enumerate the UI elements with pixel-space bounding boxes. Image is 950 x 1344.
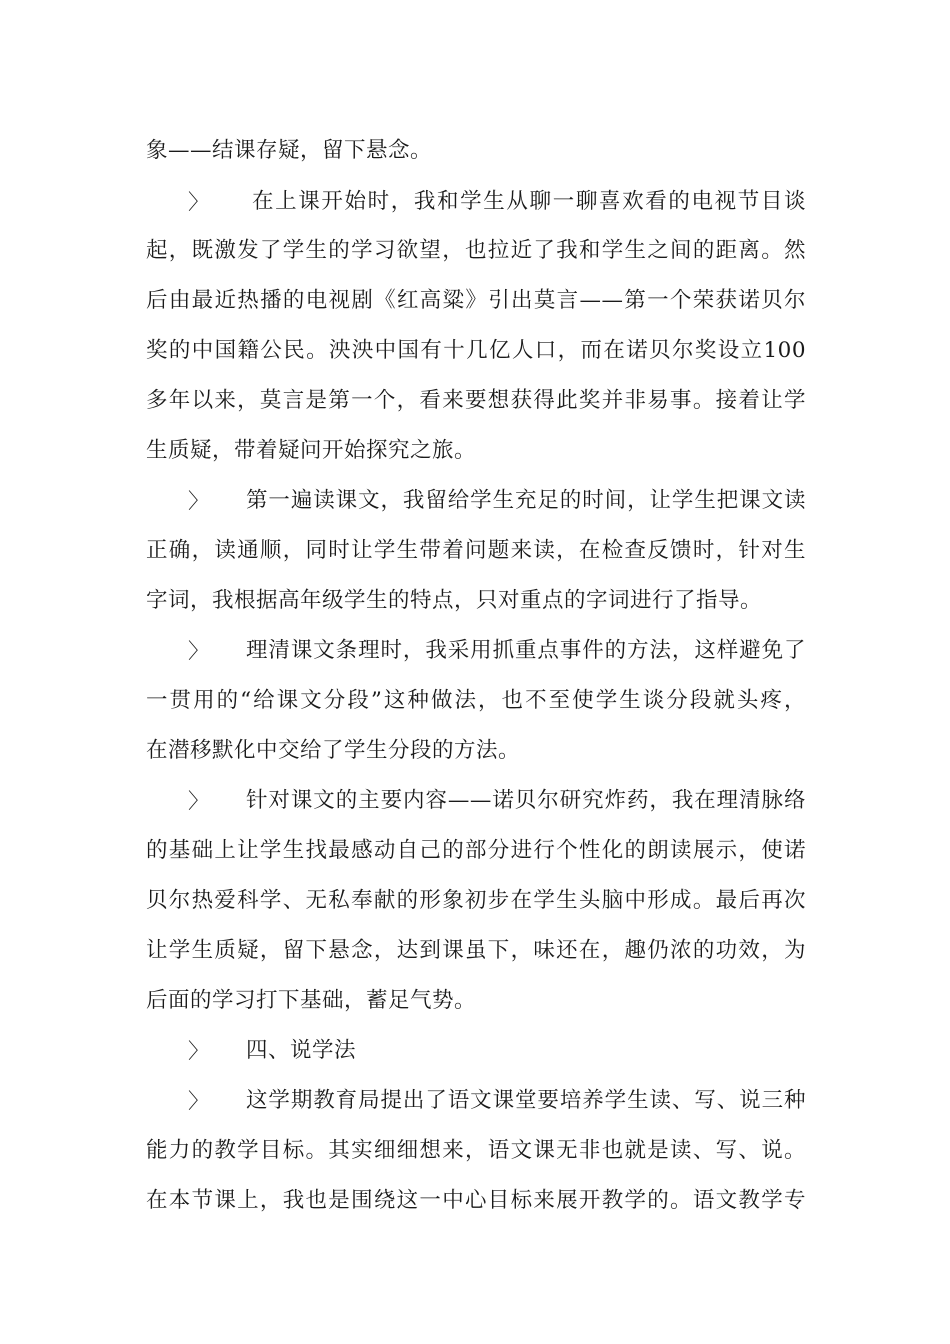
bullet-arrow-icon: 〉 (188, 789, 209, 813)
text-line: 象——结课存疑，留下悬念。 (146, 138, 433, 163)
text-line: 在潜移默化中交给了学生分段的方法。 (146, 738, 521, 763)
text-line: 的基础上让学生找最感动自己的部分进行个性化的朗读展示，使诺 (146, 838, 806, 863)
text-line: 第一遍读课文，我留给学生充足的时间，让学生把课文读 (246, 488, 806, 513)
text-line: 起，既激发了学生的学习欲望，也拉近了我和学生之间的距离。然 (146, 238, 806, 263)
bullet-arrow-icon: 〉 (188, 489, 209, 513)
text-line: 在本节课上，我也是围绕这一中心目标来展开教学的。语文教学专 (146, 1188, 806, 1213)
text-line: 能力的教学目标。其实细细想来，语文课无非也就是读、写、说。 (146, 1138, 806, 1163)
bullet-arrow-icon: 〉 (188, 1089, 209, 1113)
bullet-arrow-icon: 〉 (188, 1039, 209, 1063)
text-line: 字词，我根据高年级学生的特点，只对重点的字词进行了指导。 (146, 588, 763, 613)
text-line: 针对课文的主要内容——诺贝尔研究炸药，我在理清脉络 (246, 788, 806, 813)
text-line: 这学期教育局提出了语文课堂要培养学生读、写、说三种 (246, 1088, 806, 1113)
text-line: 在上课开始时，我和学生从聊一聊喜欢看的电视节目谈 (252, 189, 806, 214)
text-line: 正确，读通顺，同时让学生带着问题来读，在检查反馈时，针对生 (146, 538, 806, 563)
text-line: 生质疑，带着疑问开始探究之旅。 (146, 438, 477, 463)
text-line: 奖的中国籍公民。泱泱中国有十几亿人口，而在诺贝尔奖设立100 (146, 338, 806, 363)
section-heading: 四、说学法 (246, 1038, 357, 1063)
text-line: 后由最近热播的电视剧《红高粱》引出莫言——第一个荣获诺贝尔 (146, 288, 806, 313)
text-line: 贝尔热爱科学、无私奉献的形象初步在学生头脑中形成。最后再次 (146, 888, 806, 913)
text-line: 多年以来，莫言是第一个，看来要想获得此奖并非易事。接着让学 (146, 388, 806, 413)
text-line: 一贯用的“给课文分段”这种做法，也不至使学生谈分段就头疼， (146, 688, 806, 713)
text-line: 让学生质疑，留下悬念，达到课虽下，味还在，趣仍浓的功效，为 (146, 938, 806, 963)
bullet-arrow-icon: 〉 (188, 639, 209, 663)
bullet-arrow-icon: 〉 (188, 190, 209, 214)
text-line: 后面的学习打下基础，蓄足气势。 (146, 988, 477, 1013)
text-line: 理清课文条理时，我采用抓重点事件的方法，这样避免了 (246, 638, 806, 663)
